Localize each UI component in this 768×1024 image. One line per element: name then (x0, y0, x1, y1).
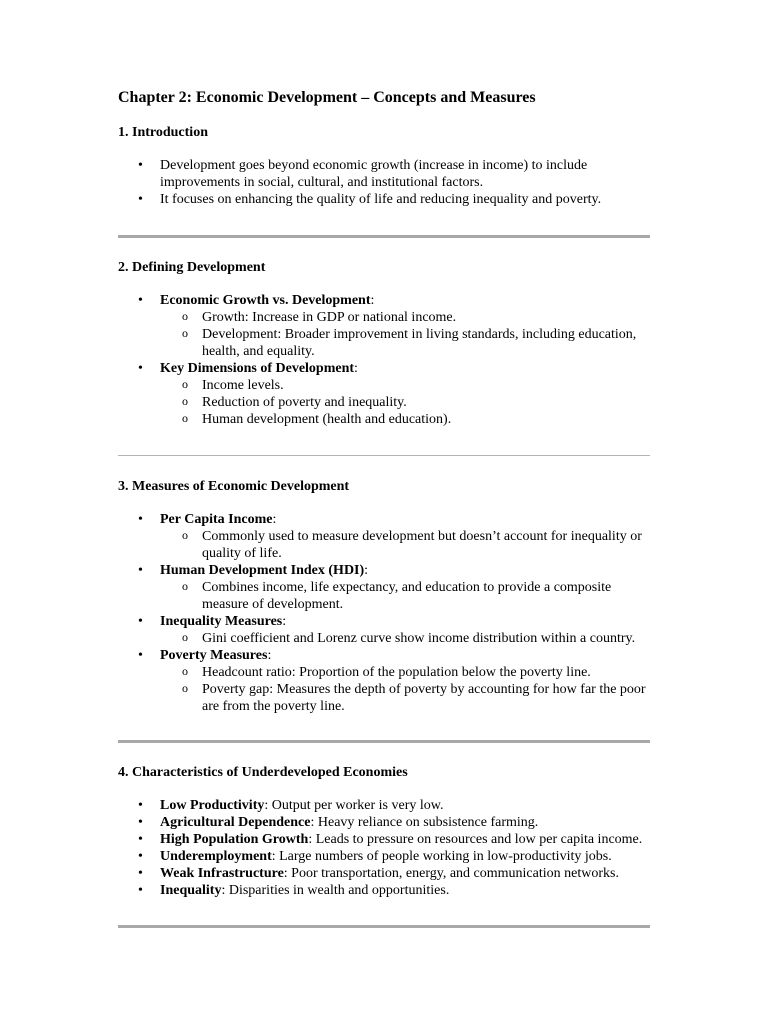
term-label: Inequality Measures (160, 614, 283, 629)
sub-list-item: o Commonly used to measure development but doesn’t account for inequality or quality of life. (160, 528, 652, 562)
term-label: Poverty Measures (160, 648, 268, 663)
measures-list (118, 511, 652, 715)
list-item (118, 562, 652, 613)
list-item: • It focuses on enhancing the quality of life and reducing inequality and poverty. (118, 191, 652, 208)
sub-list-item: o Gini coefficient and Lorenz curve show income distribution within a country. (160, 630, 652, 647)
section-divider (118, 740, 650, 743)
term-label: Weak Infrastructure (160, 866, 284, 881)
sub-list-item: o Human development (health and education). (160, 411, 652, 428)
term-description: : Poor transportation, energy, and communication networks. (283, 866, 619, 881)
term-label: High Population Growth (160, 832, 309, 847)
sub-list (160, 309, 652, 360)
sub-list-item: o Combines income, life expectancy, and education to provide a composite measure of development. (160, 579, 652, 613)
term-description: : Large numbers of people working in low-productivity jobs. (271, 849, 612, 864)
sub-list (160, 630, 652, 647)
section-heading-characteristics: 4. Characteristics of Underdeveloped Economies (118, 765, 408, 780)
page-title: Chapter 2: Economic Development – Concepts and Measures (118, 89, 536, 106)
list-item (118, 613, 652, 647)
list-item (118, 511, 652, 562)
sub-list (160, 664, 652, 715)
term-label: Agricultural Dependence (160, 815, 311, 830)
sub-list (160, 377, 652, 428)
section-heading-introduction: 1. Introduction (118, 125, 208, 140)
list-item (118, 797, 652, 814)
characteristics-list (118, 797, 652, 899)
sub-list-item: o Development: Broader improvement in living standards, including education, health, and equality. (160, 326, 652, 360)
term-label: Inequality (160, 883, 222, 898)
list-item (118, 647, 652, 715)
list-item (118, 848, 652, 865)
sub-list-item: o Income levels. (160, 377, 652, 394)
list-item (118, 882, 652, 899)
term-label: Per Capita Income (160, 512, 273, 527)
sub-list (160, 528, 652, 562)
term-suffix: : (354, 361, 358, 376)
section-heading-defining-development: 2. Defining Development (118, 260, 266, 275)
term-label: Key Dimensions of Development (160, 361, 355, 376)
term-label: Human Development Index (HDI) (160, 563, 365, 578)
list-item (118, 831, 652, 848)
sub-list-item: o Reduction of poverty and inequality. (160, 394, 652, 411)
list-item (118, 865, 652, 882)
term-label: Low Productivity (160, 798, 265, 813)
introduction-list (118, 157, 652, 208)
defining-development-list (118, 292, 652, 428)
term-description: : Disparities in wealth and opportunities. (221, 883, 450, 898)
sub-list-item: o Headcount ratio: Proportion of the population below the poverty line. (160, 664, 652, 681)
sub-list-item: o Growth: Increase in GDP or national income. (160, 309, 652, 326)
list-item (118, 292, 652, 360)
sub-list-item: o Poverty gap: Measures the depth of poverty by accounting for how far the poor are from the poverty line. (160, 681, 652, 715)
section-divider (118, 235, 650, 238)
term-description: : Leads to pressure on resources and low per capita income. (308, 832, 643, 847)
list-item (118, 814, 652, 831)
term-description: : Output per worker is very low. (264, 798, 444, 813)
list-item (118, 360, 652, 428)
sub-list (160, 579, 652, 613)
term-suffix: : (364, 563, 369, 578)
term-description: : Heavy reliance on subsistence farming. (310, 815, 539, 830)
term-suffix: : (282, 614, 287, 629)
section-heading-measures: 3. Measures of Economic Development (118, 479, 350, 494)
term-suffix: : (370, 293, 375, 308)
section-divider (118, 455, 650, 456)
term-label: Economic Growth vs. Development (160, 293, 371, 308)
section-divider (118, 925, 650, 928)
term-label: Underemployment (160, 849, 272, 864)
term-suffix: : (272, 512, 277, 527)
term-suffix: : (267, 648, 272, 663)
list-item: • Development goes beyond economic growth (increase in income) to include improvements in social, cultural, and institutional factors. (118, 157, 652, 191)
